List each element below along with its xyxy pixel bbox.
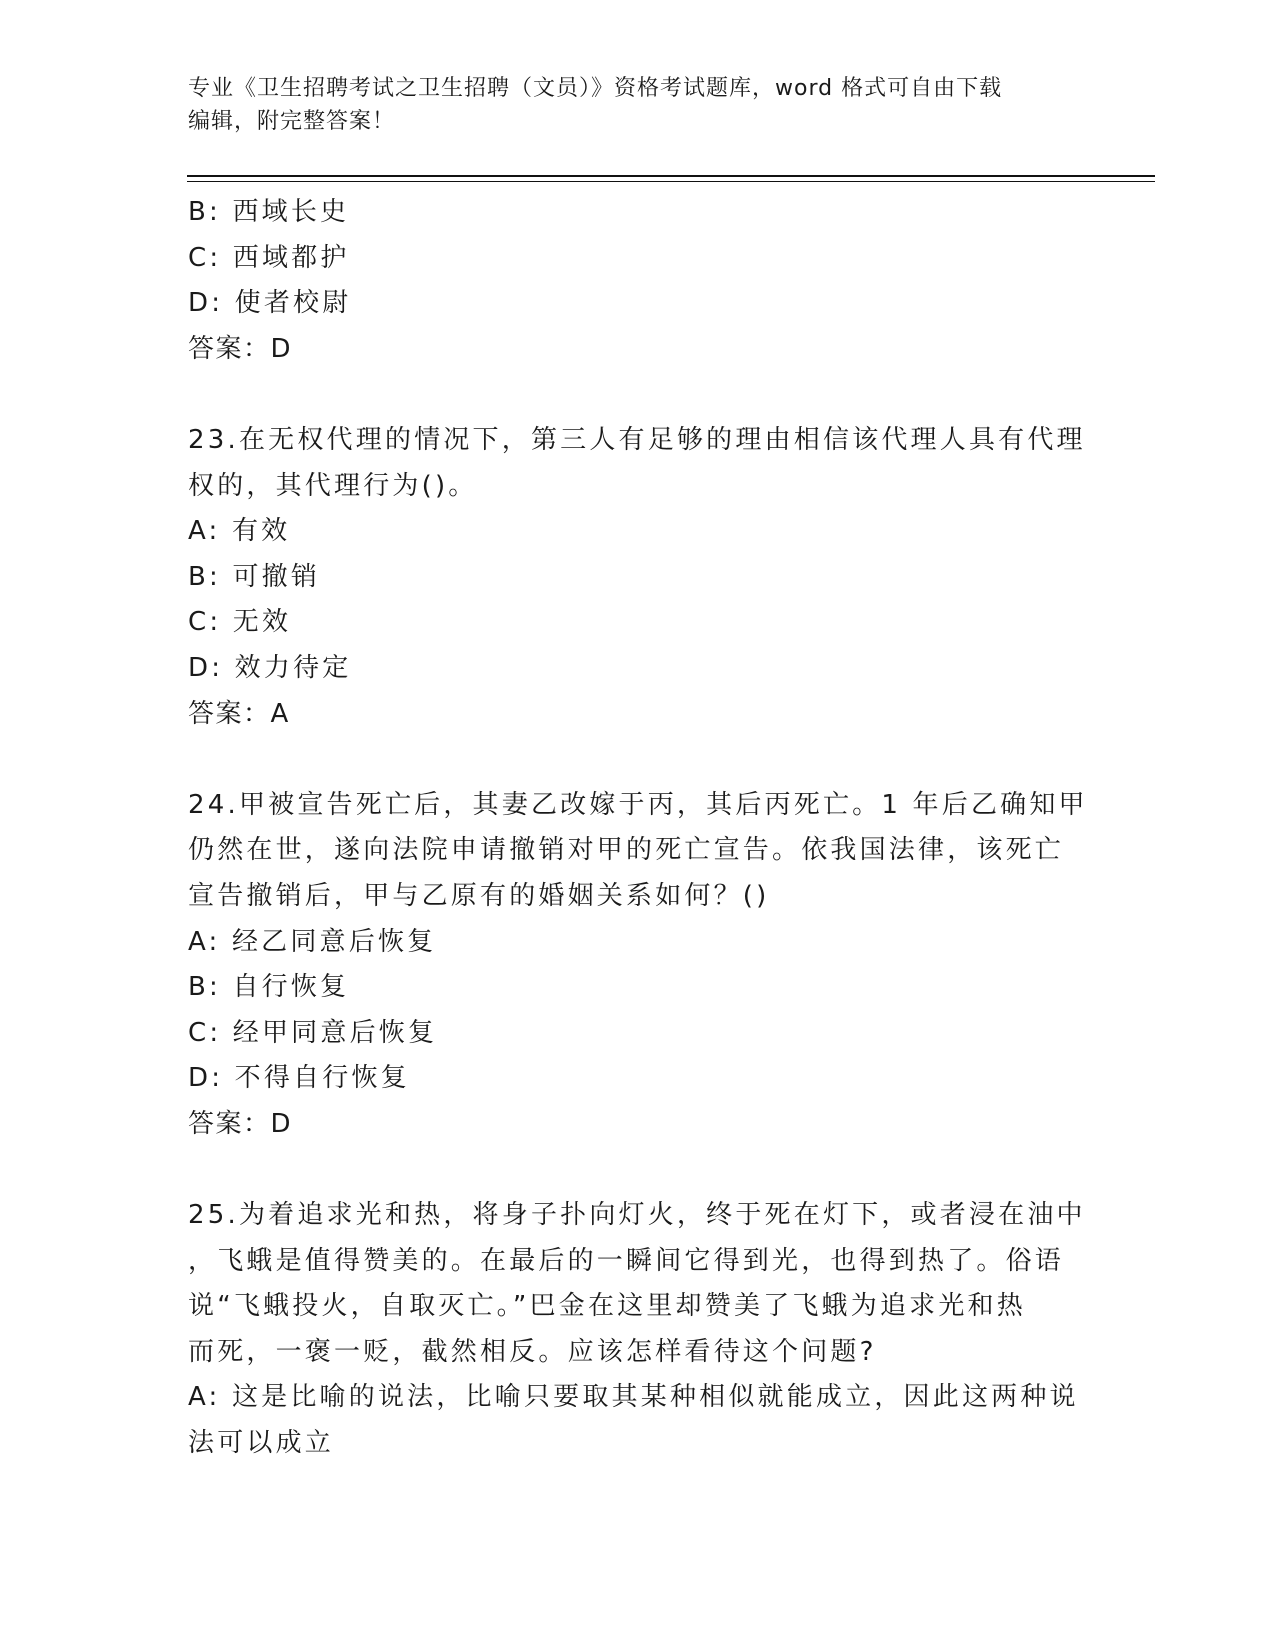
question-23 — [188, 418, 1088, 737]
answer-line: 答案：D — [188, 1108, 293, 1139]
option-c: C: 经甲同意后恢复 — [188, 1017, 438, 1048]
option-c: C: 西域都护 — [188, 242, 350, 273]
question-text-line: 仍然在世，遂向法院申请撤销对甲的死亡宣告。依我国法律，该死亡 — [188, 835, 1065, 866]
question-list — [188, 190, 1088, 1467]
question-22 — [188, 190, 1088, 372]
question-text-line: 24.甲被宣告死亡后，其妻乙改嫁于丙，其后丙死亡。1 年后乙确知甲 — [188, 789, 1088, 820]
option-b: B: 西域长史 — [188, 197, 350, 227]
question-gap — [188, 1147, 1088, 1193]
question-text-line: ，飞蛾是值得赞美的。在最后的一瞬间它得到光，也得到热了。俗语 — [188, 1245, 1065, 1276]
header-line-1: 专业《卫生招聘考试之卫生招聘（文员）》资格考试题库，word 格式可自由下载 — [188, 76, 1003, 101]
option-a: A: 这是比喻的说法，比喻只要取其某种相似就能成立，因此这两种说 — [188, 1382, 1079, 1413]
header-divider-thin — [187, 181, 1155, 182]
page-header — [188, 72, 1088, 138]
question-24 — [188, 783, 1088, 1148]
option-b: B: 可撤销 — [188, 561, 321, 592]
option-c: C: 无效 — [188, 607, 292, 638]
header-divider-thick — [187, 175, 1155, 177]
answer-line: 答案：A — [188, 698, 290, 729]
option-a: A: 有效 — [188, 516, 291, 547]
option-d: D: 效力待定 — [188, 652, 352, 683]
option-a-continued: 法可以成立 — [188, 1428, 335, 1459]
option-d: D: 使者校尉 — [188, 288, 352, 319]
question-25 — [188, 1193, 1088, 1467]
question-text-line: 25.为着追求光和热，将身子扑向灯火，终于死在灯下，或者浸在油中 — [188, 1200, 1086, 1231]
header-line-2: 编辑，附完整答案！ — [188, 109, 396, 134]
option-b: B: 自行恢复 — [188, 972, 350, 1003]
answer-line: 答案：D — [188, 333, 293, 364]
question-text-line: 说“飞蛾投火，自取灭亡。”巴金在这里却赞美了飞蛾为追求光和热 — [188, 1291, 1026, 1322]
question-gap — [188, 372, 1088, 418]
question-gap — [188, 737, 1088, 783]
question-text-line: 权的，其代理行为()。 — [188, 470, 478, 501]
option-a: A: 经乙同意后恢复 — [188, 926, 437, 957]
question-text-line: 而死，一褒一贬，截然相反。应该怎样看待这个问题? — [188, 1336, 877, 1367]
question-text-line: 23.在无权代理的情况下，第三人有足够的理由相信该代理人具有代理 — [188, 424, 1086, 455]
question-text-line: 宣告撤销后，甲与乙原有的婚姻关系如何？() — [188, 880, 770, 911]
option-d: D: 不得自行恢复 — [188, 1063, 410, 1094]
